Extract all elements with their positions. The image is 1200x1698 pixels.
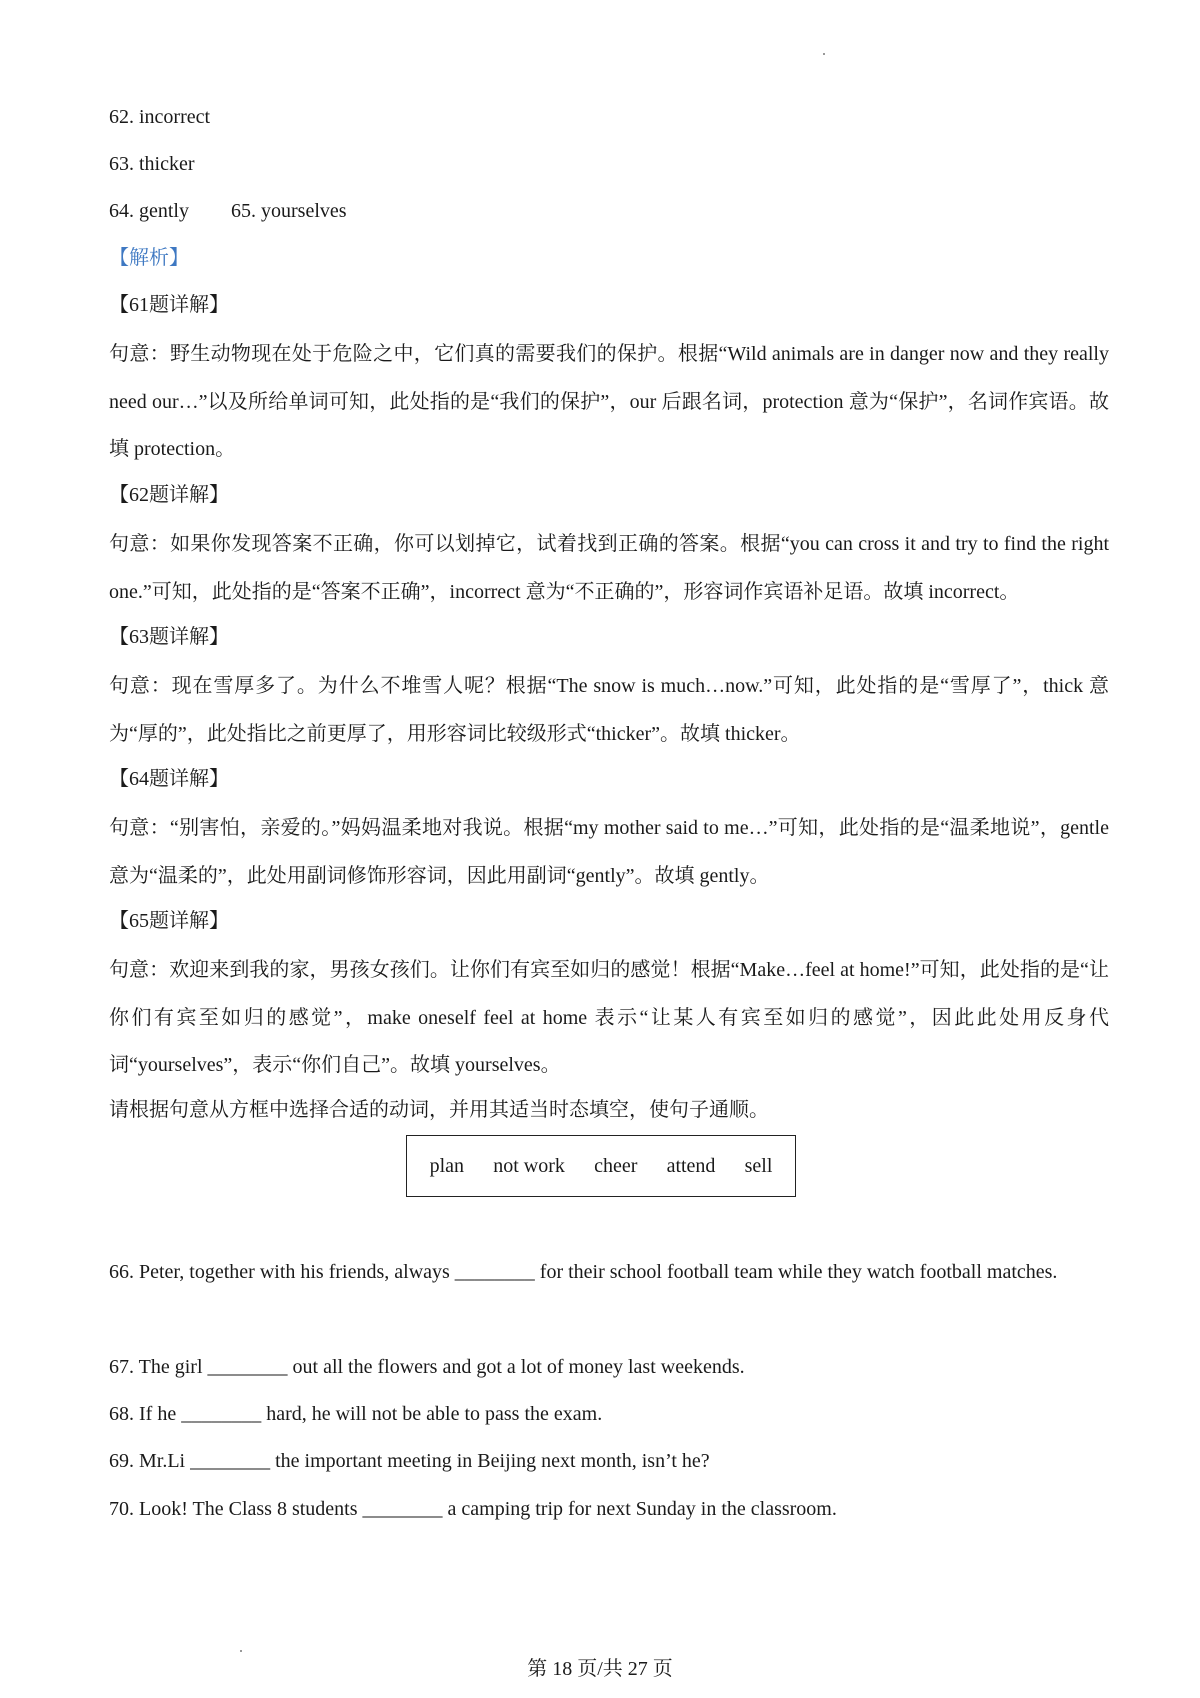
word-bank-item: cheer (594, 1154, 638, 1177)
answer-row-64-65 (109, 198, 1109, 224)
answer-62: 62. incorrect (109, 106, 211, 128)
word-bank-item: not work (493, 1154, 565, 1177)
section-body-61: 句意：野生动物现在处于危险之中，它们真的需要我们的保护。根据“Wild animals are in danger now and they really need our…”以及所给单词可知，此处指的是“我们的保护”，our 后跟名词，protection 意为“保护”，名词作宾语。故填 protection。 (109, 343, 1109, 460)
page-footer: 第 18 页/共 27 页 (527, 1658, 673, 1680)
question-67: 67. The girl ________ out all the flowers and got a lot of money last weekends. (109, 1356, 745, 1378)
answer-64: 64. gently (109, 200, 189, 222)
answer-65: 65. yourselves (231, 200, 347, 222)
section-body-65: 句意：欢迎来到我的家，男孩女孩们。让你们有宾至如归的感觉！根据“Make…feel at home!”可知，此处指的是“让你们有宾至如归的感觉”，make oneself feel at home 表示“让某人有宾至如归的感觉”，因此此处用反身代词“yourselves”，表示“你们自己”。故填 yourselves。 (109, 959, 1109, 1076)
word-bank-item: attend (666, 1154, 716, 1177)
section-body-62: 句意：如果你发现答案不正确，你可以划掉它，试着找到正确的答案。根据“you can cross it and try to find the right one.”可知，此处指的是“答案不正确”，incorrect 意为“不正确的”，形容词作宾语补足语。故填 incorrect。 (109, 533, 1109, 603)
word-bank-item: sell (744, 1154, 773, 1177)
section-heading-63: 【63题详解】 (109, 626, 229, 648)
word-bank-box (406, 1135, 796, 1197)
answer-63: 63. thicker (109, 153, 195, 175)
word-bank-item: plan (429, 1154, 465, 1177)
question-69: 69. Mr.Li ________ the important meeting in Beijing next month, isn’t he? (109, 1450, 710, 1472)
section-heading-64: 【64题详解】 (109, 768, 229, 790)
section-body-63: 句意：现在雪厚多了。为什么不堆雪人呢？根据“The snow is much…now.”可知，此处指的是“雪厚了”，thick 意为“厚的”，此处指比之前更厚了，用形容词比较级形式“thicker”。故填 thicker。 (109, 675, 1109, 745)
exercise-instruction: 请根据句意从方框中选择合适的动词，并用其适当时态填空，使句子通顺。 (109, 1099, 769, 1121)
section-body-64: 句意：“别害怕，亲爱的。”妈妈温柔地对我说。根据“my mother said to me…”可知，此处指的是“温柔地说”，gentle 意为“温柔的”，此处用副词修饰形容词，因此用副词“gently”。故填 gently。 (109, 817, 1109, 887)
analysis-label: 【解析】 (109, 247, 189, 269)
section-heading-62: 【62题详解】 (109, 484, 229, 506)
question-68: 68. If he ________ hard, he will not be able to pass the exam. (109, 1403, 603, 1425)
scan-speck (823, 53, 825, 55)
question-66: 66. Peter, together with his friends, always ________ for their school football team while they watch football matches. (109, 1261, 1058, 1283)
section-heading-65: 【65题详解】 (109, 910, 229, 932)
section-heading-61: 【61题详解】 (109, 294, 229, 316)
question-70: 70. Look! The Class 8 students ________ a camping trip for next Sunday in the classroom. (109, 1498, 837, 1520)
